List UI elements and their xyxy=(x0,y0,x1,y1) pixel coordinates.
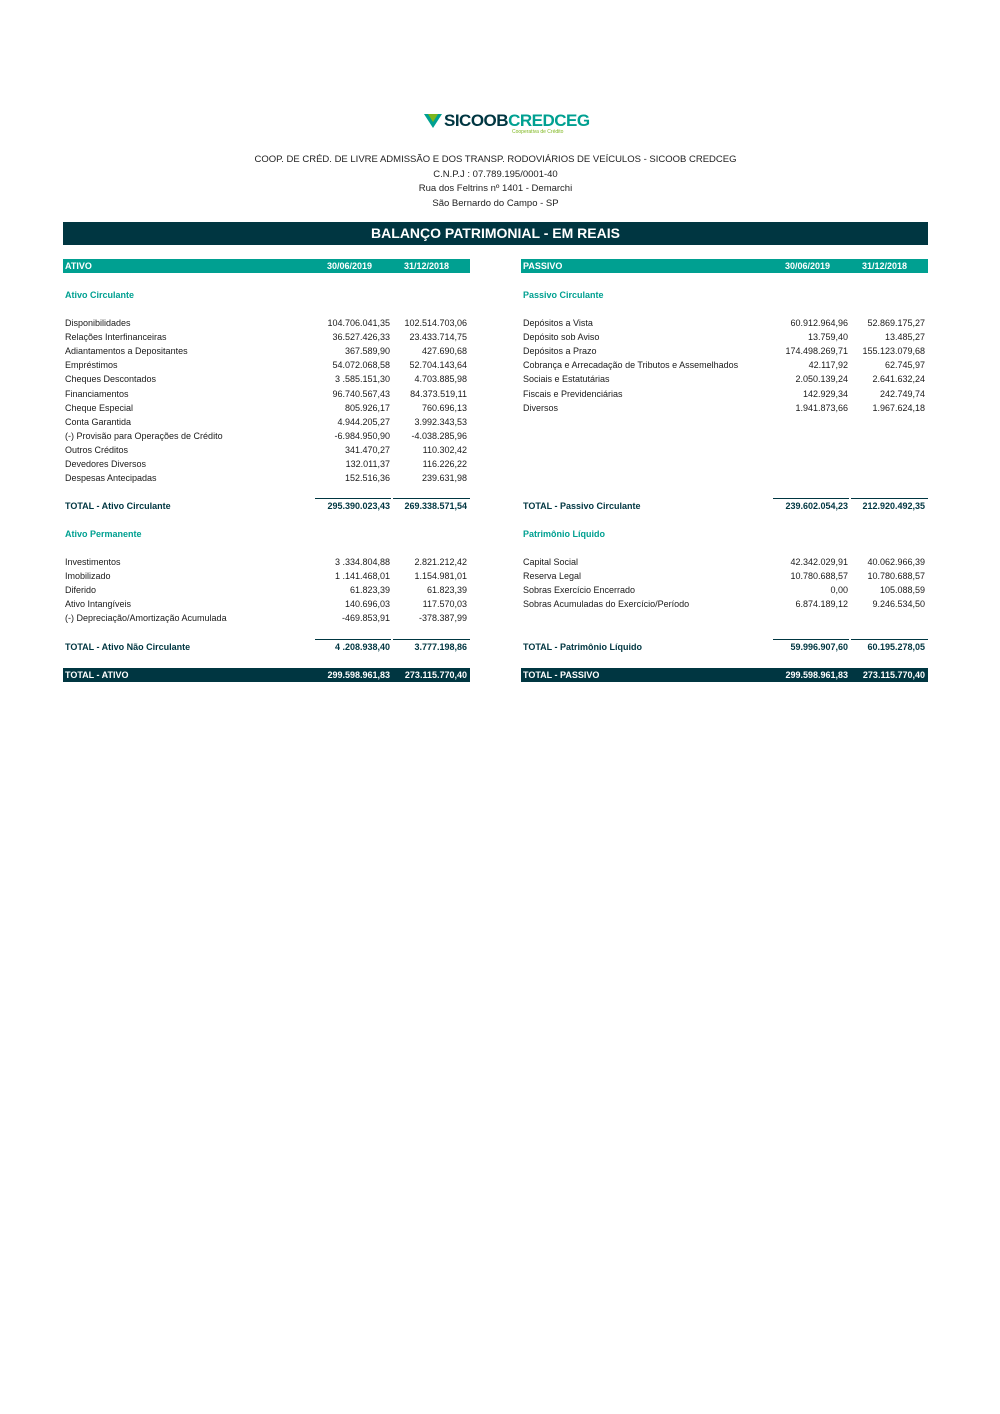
ativo-row-label: Outros Créditos xyxy=(65,444,129,455)
passivo-header-date-2: 31/12/2018 xyxy=(862,261,908,271)
ativo-permanente-row-label: Diferido xyxy=(65,585,97,596)
ativo-permanente-row-value-2019: 140.696,03 xyxy=(344,599,390,610)
ativo-row-value-2019: 96.740.567,43 xyxy=(332,388,390,399)
passivo-row-value-2018: 62.745,97 xyxy=(884,360,925,371)
ativo-row-value-2019: 54.072.068,58 xyxy=(332,360,390,371)
ativo-row-value-2019: -6.984.950,90 xyxy=(334,430,390,441)
ativo-total-circulante-value-2018: 269.338.571,54 xyxy=(404,501,467,511)
ativo-permanente-row-value-2019: 61.823,39 xyxy=(349,585,390,596)
passivo-header xyxy=(521,259,928,273)
ativo-row-value-2018: -4.038.285,96 xyxy=(411,430,467,441)
ativo-row-value-2018: 84.373.519,11 xyxy=(410,388,467,399)
ativo-row-value-2018: 760.696,13 xyxy=(421,402,467,413)
passivo-pl-row xyxy=(521,569,928,583)
ativo-permanente-row-value-2019: 1 .141.468,01 xyxy=(334,571,390,582)
ativo-row xyxy=(63,316,470,330)
ativo-row-value-2019: 132.011,37 xyxy=(345,459,390,469)
passivo-row-value-2019: 2.050.139,24 xyxy=(795,374,848,385)
ativo-total-circulante-label: TOTAL - Ativo Circulante xyxy=(65,501,171,511)
passivo-total-circulante xyxy=(521,499,928,513)
ativo-row-label: Cheques Descontados xyxy=(65,374,157,385)
company-address: Rua dos Feltrins nº 1401 - Demarchi xyxy=(418,183,573,194)
ativo-permanente-row-value-2018: 2.821.212,42 xyxy=(414,557,467,567)
passivo-total-circulante-label: TOTAL - Passivo Circulante xyxy=(523,501,641,511)
ativo-header-date-1: 30/06/2019 xyxy=(327,261,373,271)
logo-wordmark: SICOOBCREDCEG xyxy=(444,111,590,130)
passivo-row-value-2018: 13.485,27 xyxy=(884,332,925,343)
ativo-row-label: Empréstimos xyxy=(65,360,118,371)
ativo-permanente-row-value-2018: 1.154.981,01 xyxy=(414,571,467,582)
passivo-row xyxy=(521,344,928,358)
passivo-row-value-2019: 1.941.873,66 xyxy=(795,402,848,413)
page-title: BALANÇO PATRIMONIAL - EM REAIS xyxy=(63,222,928,245)
ativo-row-value-2019: 341.470,27 xyxy=(344,444,390,455)
ativo-row-value-2018: 4.703.885,98 xyxy=(414,374,467,385)
ativo-row-value-2018: 116.226,22 xyxy=(422,459,467,469)
passivo-row-value-2019: 60.912.964,96 xyxy=(790,318,848,328)
passivo-grand-total-label: TOTAL - PASSIVO xyxy=(523,670,600,680)
passivo-row-label: Fiscais e Previdenciárias xyxy=(523,388,623,399)
passivo-pl-row-value-2019: 10.780.688,57 xyxy=(790,571,848,582)
passivo-grand-total xyxy=(521,668,928,682)
ativo-row-label: Devedores Diversos xyxy=(65,459,147,469)
ativo-header-label: ATIVO xyxy=(65,261,92,271)
ativo-total-permanente-label: TOTAL - Ativo Não Circulante xyxy=(65,642,191,652)
ativo-grand-total-value-2018: 273.115.770,40 xyxy=(404,670,467,680)
ativo-grand-total-label: TOTAL - ATIVO xyxy=(65,670,129,680)
sicoob-logo-icon xyxy=(424,114,442,128)
passivo-row-value-2019: 142.929,34 xyxy=(802,388,848,399)
ativo-row-value-2018: 3.992.343,53 xyxy=(414,416,467,427)
ativo-row-label: Despesas Antecipadas xyxy=(65,473,157,484)
ativo-permanente-title-label: Ativo Permanente xyxy=(65,529,142,539)
passivo-row xyxy=(521,358,928,372)
ativo-row xyxy=(63,429,470,443)
ativo-total-circulante-value-2019: 295.390.023,43 xyxy=(327,501,390,511)
ativo-row-value-2019: 152.516,36 xyxy=(344,473,390,484)
passivo-pl-row-value-2019: 6.874.189,12 xyxy=(795,599,848,610)
passivo-total-circulante-value-2018: 212.920.492,35 xyxy=(862,501,925,511)
ativo-row xyxy=(63,387,470,401)
ativo-grand-total-value-2019: 299.598.961,83 xyxy=(327,670,390,680)
ativo-row-label: Financiamentos xyxy=(65,388,129,399)
ativo-total-permanente-value-2019: 4 .208.938,40 xyxy=(334,642,390,652)
ativo-total-permanente xyxy=(63,640,470,654)
ativo-permanente-row-value-2018: -378.387,99 xyxy=(418,613,467,624)
passivo-row-value-2018: 1.967.624,18 xyxy=(872,402,925,413)
ativo-row-value-2019: 4.944.205,27 xyxy=(337,416,390,427)
ativo-permanente-row-value-2018: 61.823,39 xyxy=(426,585,467,596)
passivo-row-value-2018: 155.123.079,68 xyxy=(862,346,925,357)
ativo-row-label: (-) Provisão para Operações de Crédito xyxy=(65,430,223,441)
passivo-pl-row-value-2018: 105.088,59 xyxy=(879,585,925,596)
passivo-row-label: Depósito sob Aviso xyxy=(523,332,600,343)
company-header xyxy=(0,153,991,211)
ativo-permanente-row xyxy=(63,555,470,569)
ativo-row-value-2018: 23.433.714,75 xyxy=(409,332,467,343)
passivo-circulante-title-label: Passivo Circulante xyxy=(523,290,604,300)
ativo-permanente-row-label: Imobilizado xyxy=(65,571,111,582)
passivo-row xyxy=(521,316,928,330)
passivo-pl-title-label: Patrimônio Líquido xyxy=(523,529,605,539)
passivo-row xyxy=(521,372,928,386)
ativo-row xyxy=(63,457,470,471)
ativo-permanente-row xyxy=(63,569,470,583)
passivo-total-circulante-value-2019: 239.602.054,23 xyxy=(785,501,848,511)
ativo-permanente-row-value-2019: -469.853,91 xyxy=(341,613,390,624)
passivo-row-label: Diversos xyxy=(523,402,559,413)
ativo-permanente-row xyxy=(63,597,470,611)
passivo-row-value-2018: 52.869.175,27 xyxy=(867,318,925,328)
ativo-circulante-title-label: Ativo Circulante xyxy=(65,290,135,300)
passivo-pl-row-label: Sobras Acumuladas do Exercício/Período xyxy=(523,599,690,610)
passivo-pl-row xyxy=(521,555,928,569)
ativo-permanente-row-value-2018: 117.570,03 xyxy=(422,599,467,610)
passivo-row-value-2019: 13.759,40 xyxy=(807,332,848,343)
passivo-pl-row-label: Capital Social xyxy=(523,557,579,567)
passivo-pl-row-value-2018: 9.246.534,50 xyxy=(872,599,925,610)
ativo-total-circulante xyxy=(63,499,470,513)
passivo-pl-row-value-2019: 42.342.029,91 xyxy=(790,557,848,567)
passivo-row-value-2018: 242.749,74 xyxy=(879,388,925,399)
ativo-total-permanente-value-2018: 3.777.198,86 xyxy=(414,642,467,652)
passivo-header-date-1: 30/06/2019 xyxy=(785,261,831,271)
ativo-permanente-row-label: (-) Depreciação/Amortização Acumulada xyxy=(65,613,227,624)
passivo-row-value-2018: 2.641.632,24 xyxy=(872,374,925,385)
ativo-row xyxy=(63,443,470,457)
ativo-permanente-row-value-2019: 3 .334.804,88 xyxy=(334,557,390,567)
ativo-grand-total xyxy=(63,668,470,682)
passivo-total-pl xyxy=(521,640,928,654)
ativo-row xyxy=(63,330,470,344)
passivo-panel xyxy=(521,259,928,680)
logo-tagline: Cooperativa de Crédito xyxy=(512,129,564,135)
company-cnpj: C.N.P.J : 07.789.195/0001-40 xyxy=(433,168,558,180)
ativo-row-label: Relações Interfinanceiras xyxy=(65,332,167,343)
passivo-row-label: Cobrança e Arrecadação de Tributos e Assemelhados xyxy=(523,360,739,371)
passivo-pl-title xyxy=(521,527,928,541)
ativo-row-value-2019: 3 .585.151,30 xyxy=(334,374,390,385)
passivo-pl-row-label: Reserva Legal xyxy=(523,571,582,582)
ativo-row-value-2019: 367.589,90 xyxy=(344,346,390,357)
ativo-circulante-title xyxy=(63,288,470,302)
ativo-row-value-2018: 52.704.143,64 xyxy=(409,360,467,371)
ativo-panel xyxy=(63,259,470,680)
ativo-row-label: Disponibilidades xyxy=(65,318,131,328)
passivo-pl-row xyxy=(521,583,928,597)
passivo-pl-row-value-2018: 40.062.966,39 xyxy=(867,557,925,567)
company-name: COOP. DE CRÉD. DE LIVRE ADMISSÃO E DOS TRANSP. RODOVIÁRIOS DE VEÍCULOS - SICOOB CREDCEG xyxy=(254,154,737,165)
ativo-permanente-row xyxy=(63,611,470,625)
ativo-row-value-2018: 110.302,42 xyxy=(422,444,467,455)
passivo-row-value-2019: 42.117,92 xyxy=(808,360,848,371)
ativo-permanente-title xyxy=(63,527,470,541)
passivo-row-value-2019: 174.498.269,71 xyxy=(785,346,848,357)
ativo-row xyxy=(63,372,470,386)
passivo-pl-row-label: Sobras Exercício Encerrado xyxy=(523,585,636,596)
passivo-row-label: Sociais e Estatutárias xyxy=(523,374,610,385)
ativo-row-value-2018: 102.514.703,06 xyxy=(404,318,467,328)
passivo-circulante-title xyxy=(521,288,928,302)
ativo-row-label: Adiantamentos a Depositantes xyxy=(65,346,188,357)
passivo-total-pl-label: TOTAL - Patrimônio Líquido xyxy=(523,642,642,652)
passivo-grand-total-value-2019: 299.598.961,83 xyxy=(785,670,848,680)
ativo-permanente-row xyxy=(63,583,470,597)
passivo-row xyxy=(521,401,928,415)
ativo-row xyxy=(63,415,470,429)
ativo-row-label: Cheque Especial xyxy=(65,402,134,413)
sicoob-logo xyxy=(424,111,590,136)
passivo-grand-total-value-2018: 273.115.770,40 xyxy=(862,670,925,680)
ativo-header xyxy=(63,259,470,273)
passivo-pl-row-value-2018: 10.780.688,57 xyxy=(867,571,925,582)
passivo-row-label: Depósitos a Prazo xyxy=(523,346,597,357)
passivo-total-pl-value-2019: 59.996.907,60 xyxy=(790,642,848,652)
passivo-total-pl-value-2018: 60.195.278,05 xyxy=(867,642,925,652)
passivo-pl-row-value-2019: 0,00 xyxy=(830,585,848,596)
ativo-row-label: Conta Garantida xyxy=(65,416,132,427)
ativo-row-value-2019: 36.527.426,33 xyxy=(332,332,390,343)
ativo-permanente-row-label: Investimentos xyxy=(65,557,121,567)
passivo-pl-row xyxy=(521,597,928,611)
ativo-row-value-2018: 239.631,98 xyxy=(421,473,467,484)
passivo-header-label: PASSIVO xyxy=(523,261,563,271)
ativo-row xyxy=(63,471,470,485)
company-city: São Bernardo do Campo - SP xyxy=(432,197,559,209)
ativo-row xyxy=(63,358,470,372)
passivo-row xyxy=(521,330,928,344)
ativo-row xyxy=(63,401,470,415)
passivo-row-label: Depósitos a Vista xyxy=(523,318,593,328)
ativo-permanente-row-label: Ativo Intangíveis xyxy=(65,599,132,610)
ativo-row xyxy=(63,344,470,358)
ativo-row-value-2019: 805.926,17 xyxy=(344,402,390,413)
ativo-header-date-2: 31/12/2018 xyxy=(404,261,450,271)
ativo-row-value-2018: 427.690,68 xyxy=(421,346,467,357)
passivo-row xyxy=(521,387,928,401)
ativo-row-value-2019: 104.706.041,35 xyxy=(327,318,390,328)
